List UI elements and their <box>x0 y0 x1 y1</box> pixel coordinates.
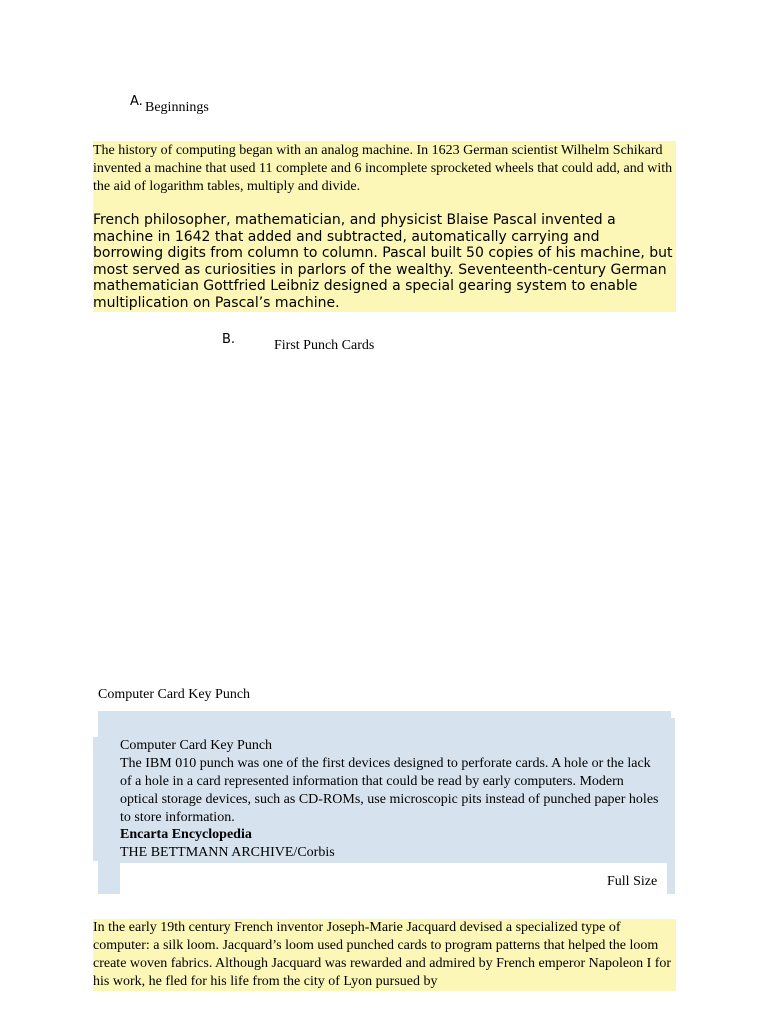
info-box-credit: THE BETTMANN ARCHIVE/Corbis <box>120 845 335 860</box>
info-box-description: The IBM 010 punch was one of the first devices designed to perforate cards. A hole or the lack of a hole in a card represented information that could be read by early computers. Modern optical storage devices, such as CD-ROMs, use microscopic pits instead of punched paper holes to store information. <box>120 756 659 825</box>
section-a-letter: A. <box>130 94 143 109</box>
info-box-edge-left <box>93 737 101 861</box>
info-box-source: Encarta Encyclopedia <box>120 827 252 842</box>
full-size-link[interactable]: Full Size <box>607 874 658 889</box>
section-b-letter: B. <box>222 332 236 347</box>
info-box-footer-right <box>667 860 675 894</box>
info-box-footer-left <box>98 860 120 894</box>
paragraph-jacquard: In the early 19th century French inventor Joseph-Marie Jacquard devised a specialized type of computer: a silk loom. Jacquard’s loom used punched cards to program patterns that helped the loom create woven fabrics. Although Jacquard was rewarded and admired by French emperor Napoleon I for his work, he fled for his life from the city of Lyon pursued by <box>93 920 672 989</box>
image-caption-label: Computer Card Key Punch <box>98 687 251 702</box>
paragraph-pascal: French philosopher, mathematician, and physicist Blaise Pascal invented a machine in 1642 that added and subtracted, automatically carrying and borrowing digits from column to column. Pascal built 50 copies of his machine, but most served as curiosities in parlors of the wealthy. Seventeenth-century German mathematician Gottfried Leibniz designed a special gearing system to enable multiplication on Pascal’s machine. <box>93 212 673 311</box>
section-a-heading: Beginnings <box>145 100 209 115</box>
section-b-heading: First Punch Cards <box>274 338 375 353</box>
info-box-title: Computer Card Key Punch <box>120 738 273 753</box>
paragraph-schikard: The history of computing began with an analog machine. In 1623 German scientist Wilhelm Schikard invented a machine that used 11 complete and 6 incomplete sprocketed wheels that could add, and with the aid of logarithm tables, multiply and divide. <box>93 143 673 194</box>
